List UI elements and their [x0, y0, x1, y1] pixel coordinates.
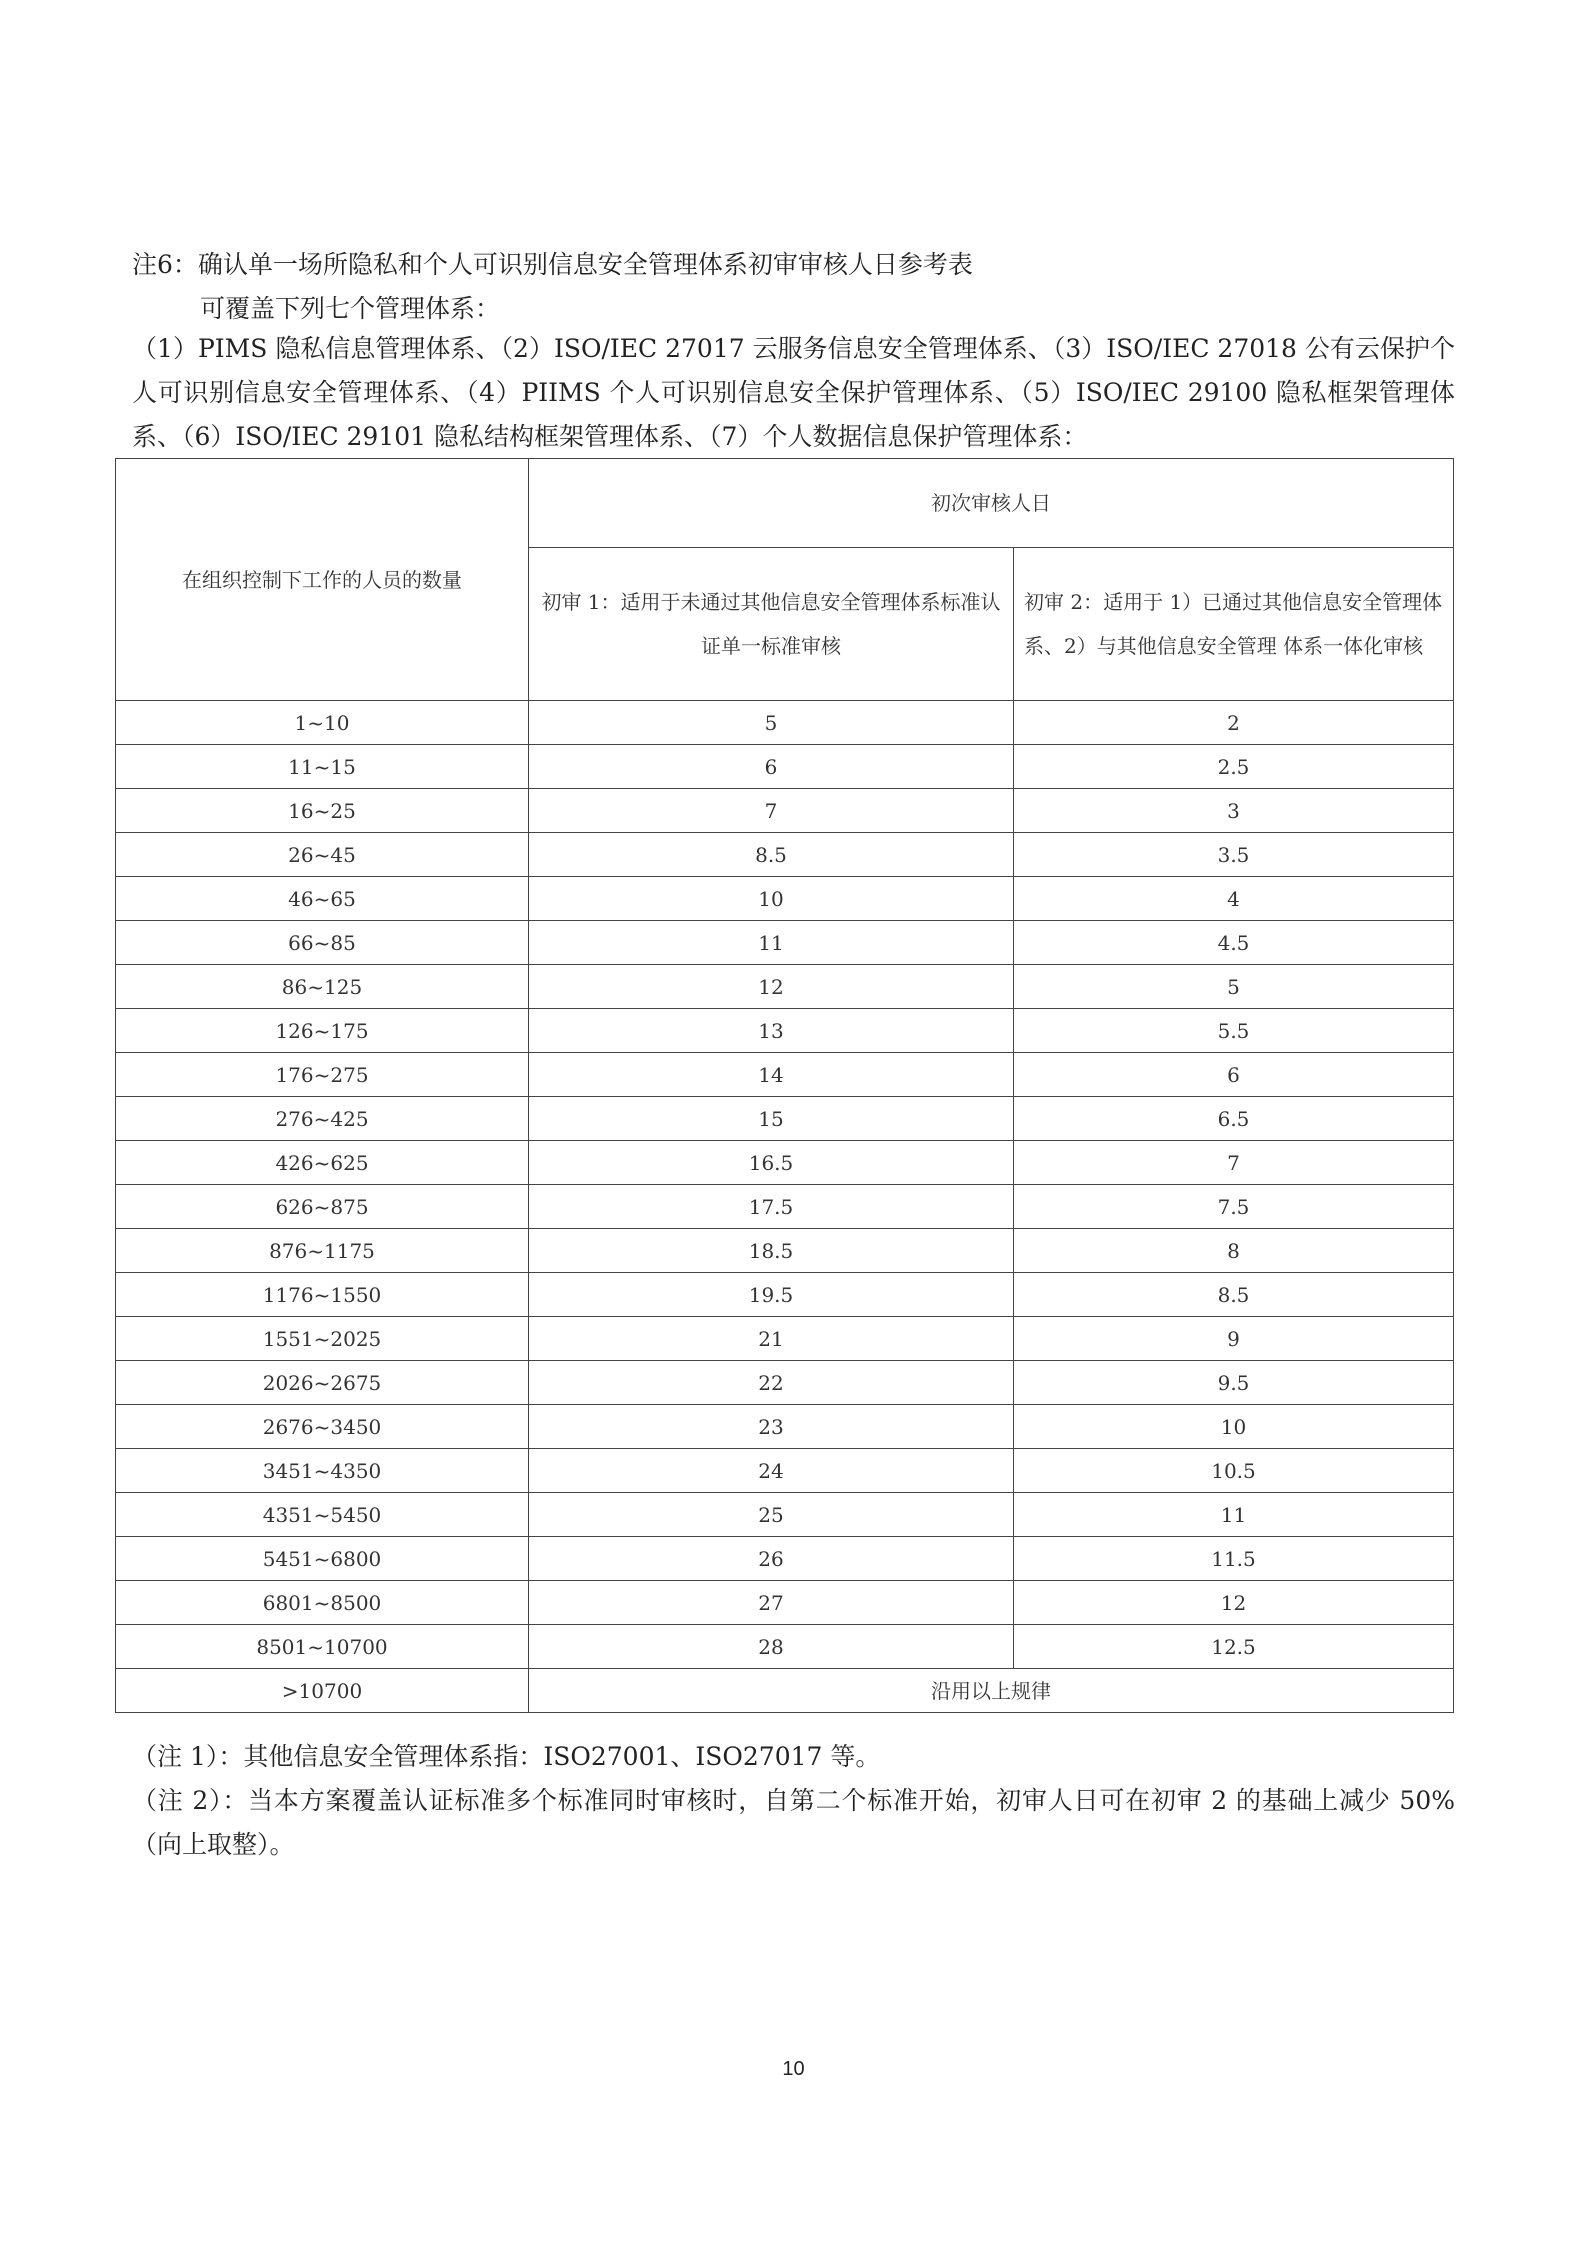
table-row	[116, 1449, 1454, 1493]
table-row	[116, 1009, 1454, 1053]
audit2-days-cell: 12	[1014, 1581, 1454, 1625]
staff-count-cell: 2026~2675	[116, 1361, 529, 1405]
table-row	[116, 1625, 1454, 1669]
staff-count-cell: 2676~3450	[116, 1405, 529, 1449]
audit2-days-cell: 11.5	[1014, 1537, 1454, 1581]
table-row	[116, 1053, 1454, 1097]
audit1-days-cell: 21	[529, 1317, 1014, 1361]
audit1-days-cell: 8.5	[529, 833, 1014, 877]
audit1-days-cell: 12	[529, 965, 1014, 1009]
staff-count-cell: 1176~1550	[116, 1273, 529, 1317]
audit1-days-cell: 19.5	[529, 1273, 1014, 1317]
audit1-days-cell: 14	[529, 1053, 1014, 1097]
staff-count-cell: 4351~5450	[116, 1493, 529, 1537]
table-row	[116, 833, 1454, 877]
table-row	[116, 1229, 1454, 1273]
initial-audit-days-header: 初次审核人日	[529, 459, 1454, 548]
audit1-days-cell: 22	[529, 1361, 1014, 1405]
audit2-days-cell: 3.5	[1014, 833, 1454, 877]
table-row	[116, 1185, 1454, 1229]
audit1-days-cell: 15	[529, 1097, 1014, 1141]
table-row	[116, 1581, 1454, 1625]
audit2-days-cell: 3	[1014, 789, 1454, 833]
audit1-days-cell: 16.5	[529, 1141, 1014, 1185]
audit1-days-cell: 23	[529, 1405, 1014, 1449]
staff-count-cell: 86~125	[116, 965, 529, 1009]
table-row	[116, 965, 1454, 1009]
audit2-days-cell: 5.5	[1014, 1009, 1454, 1053]
staff-count-cell: 876~1175	[116, 1229, 529, 1273]
audit2-days-cell: 4	[1014, 877, 1454, 921]
staff-count-cell: 3451~4350	[116, 1449, 529, 1493]
page-heading: 注6：确认单一场所隐私和个人可识别信息安全管理体系初审审核人日参考表	[132, 250, 973, 279]
audit1-header: 初审 1：适用于未通过其他信息安全管理体系标准认证单一标准审核	[529, 548, 1014, 701]
staff-count-cell: 626~875	[116, 1185, 529, 1229]
table-row	[116, 1493, 1454, 1537]
table-row	[116, 701, 1454, 745]
audit2-days-cell: 7.5	[1014, 1185, 1454, 1229]
continue-pattern-cell: 沿用以上规律	[529, 1669, 1454, 1713]
audit2-days-cell: 2.5	[1014, 745, 1454, 789]
staff-count-cell: 1~10	[116, 701, 529, 745]
staff-count-cell: 176~275	[116, 1053, 529, 1097]
audit-days-table	[115, 458, 1454, 1713]
table-row	[116, 745, 1454, 789]
audit1-days-cell: 17.5	[529, 1185, 1014, 1229]
audit2-days-cell: 8	[1014, 1229, 1454, 1273]
table-header-row	[116, 459, 1454, 548]
audit1-days-cell: 11	[529, 921, 1014, 965]
staff-count-cell: 126~175	[116, 1009, 529, 1053]
note-2: （注 2）：当本方案覆盖认证标准多个标准同时审核时，自第二个标准开始，初审人日可在初审 2 的基础上减少 50%（向上取整）。	[132, 1786, 1455, 1859]
staff-count-header: 在组织控制下工作的人员的数量	[116, 459, 529, 701]
staff-count-cell: 46~65	[116, 877, 529, 921]
audit2-days-cell: 6.5	[1014, 1097, 1454, 1141]
audit2-days-cell: 6	[1014, 1053, 1454, 1097]
page-number: 10	[782, 2058, 805, 2080]
audit1-days-cell: 7	[529, 789, 1014, 833]
table-row	[116, 1405, 1454, 1449]
staff-count-cell: 276~425	[116, 1097, 529, 1141]
audit1-days-cell: 25	[529, 1493, 1014, 1537]
table-row	[116, 1141, 1454, 1185]
intro-line: 可覆盖下列七个管理体系：	[200, 294, 501, 323]
table-row	[116, 1097, 1454, 1141]
table-row	[116, 1537, 1454, 1581]
table-row-last	[116, 1669, 1454, 1713]
note-1: （注 1）：其他信息安全管理体系指：ISO27001、ISO27017 等。	[132, 1742, 881, 1771]
audit2-days-cell: 9	[1014, 1317, 1454, 1361]
staff-count-cell: 66~85	[116, 921, 529, 965]
audit2-days-cell: 12.5	[1014, 1625, 1454, 1669]
staff-count-cell: 426~625	[116, 1141, 529, 1185]
audit1-days-cell: 28	[529, 1625, 1014, 1669]
table-row	[116, 877, 1454, 921]
audit1-days-cell: 27	[529, 1581, 1014, 1625]
audit2-days-cell: 8.5	[1014, 1273, 1454, 1317]
audit1-days-cell: 13	[529, 1009, 1014, 1053]
staff-count-cell: 6801~8500	[116, 1581, 529, 1625]
staff-count-cell: 16~25	[116, 789, 529, 833]
audit2-days-cell: 10	[1014, 1405, 1454, 1449]
audit2-days-cell: 10.5	[1014, 1449, 1454, 1493]
table-row	[116, 1317, 1454, 1361]
table-row	[116, 1361, 1454, 1405]
audit2-days-cell: 4.5	[1014, 921, 1454, 965]
audit1-days-cell: 18.5	[529, 1229, 1014, 1273]
staff-count-cell: >10700	[116, 1669, 529, 1713]
scope-paragraph: （1）PIMS 隐私信息管理体系、（2）ISO/IEC 27017 云服务信息安全管理体系、（3）ISO/IEC 27018 公有云保护个人可识别信息安全管理体系、（4）PIIMS 个人可识别信息安全保护管理体系、（5）ISO/IEC 29100 隐私框架管理体系、（6）ISO/IEC 29101 隐私结构框架管理体系、（7）个人数据信息保护管理体系：	[132, 334, 1455, 451]
audit2-days-cell: 9.5	[1014, 1361, 1454, 1405]
table-row	[116, 789, 1454, 833]
audit2-days-cell: 5	[1014, 965, 1454, 1009]
audit1-days-cell: 24	[529, 1449, 1014, 1493]
audit2-days-cell: 7	[1014, 1141, 1454, 1185]
audit1-days-cell: 26	[529, 1537, 1014, 1581]
audit2-days-cell: 11	[1014, 1493, 1454, 1537]
staff-count-cell: 8501~10700	[116, 1625, 529, 1669]
staff-count-cell: 5451~6800	[116, 1537, 529, 1581]
audit1-days-cell: 10	[529, 877, 1014, 921]
audit2-header: 初审 2：适用于 1）已通过其他信息安全管理体系、2）与其他信息安全管理 体系一体化审核	[1014, 548, 1454, 701]
table-row	[116, 921, 1454, 965]
staff-count-cell: 1551~2025	[116, 1317, 529, 1361]
audit1-days-cell: 6	[529, 745, 1014, 789]
audit1-days-cell: 5	[529, 701, 1014, 745]
table-row	[116, 1273, 1454, 1317]
staff-count-cell: 26~45	[116, 833, 529, 877]
staff-count-cell: 11~15	[116, 745, 529, 789]
audit2-days-cell: 2	[1014, 701, 1454, 745]
